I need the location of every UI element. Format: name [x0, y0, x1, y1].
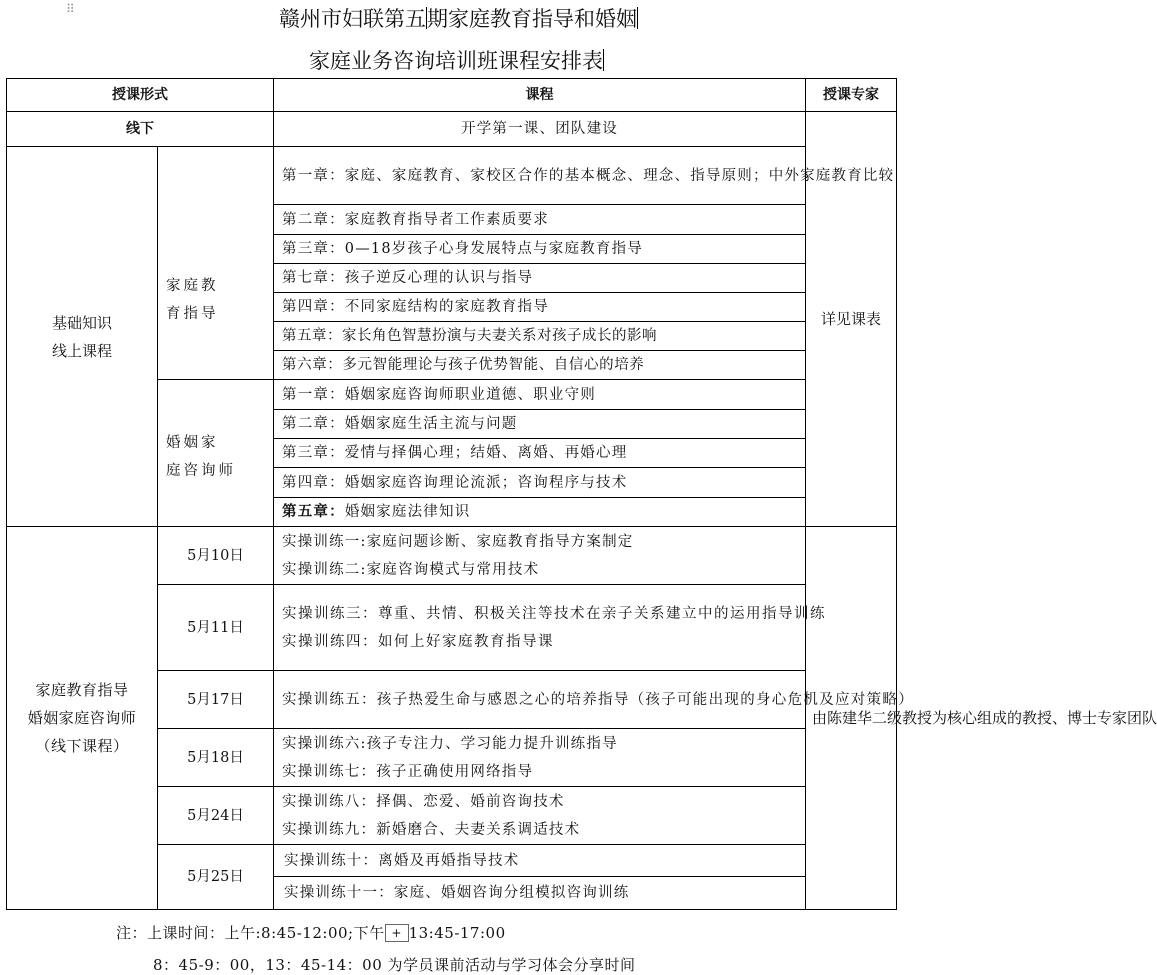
course-item: 第二章：家庭教育指导者工作素质要求	[274, 205, 806, 235]
session-date: 5月24日	[158, 787, 274, 845]
session-row	[7, 527, 897, 585]
course-item: 第二章：婚姻家庭生活主流与问题	[274, 410, 806, 439]
session-date: 5月18日	[158, 729, 274, 787]
session-date: 5月17日	[158, 671, 274, 729]
online-mode	[7, 147, 158, 527]
session-item: 实操训练三：尊重、共情、积极关注等技术在亲子关系建立中的运用指导训练	[282, 605, 826, 622]
session-item: 实操训练七：孩子正确使用网络指导	[282, 763, 534, 780]
class-time-note-afternoon: 13:45-17:00	[408, 924, 506, 942]
schedule-table	[6, 78, 1157, 910]
practical-mode-line-1: 家庭教育指导	[35, 681, 129, 699]
group-family-education	[158, 147, 274, 380]
course-label-bold: 第五章：	[282, 503, 345, 520]
offline-row	[7, 112, 897, 147]
class-time-note-text: 注：上课时间：上午:8:45-12:00;下午	[116, 924, 385, 942]
course-item: 第七章：孩子逆反心理的认识与指导	[274, 264, 806, 293]
session-item: 实操训练四：如何上好家庭教育指导课	[282, 633, 554, 650]
session-items	[274, 787, 806, 845]
group-name-line-1: 家庭教	[166, 278, 219, 294]
course-text: 婚姻家庭法律知识	[344, 504, 471, 520]
page-title-line-2	[0, 46, 903, 76]
header-row	[7, 79, 897, 112]
session-items	[274, 729, 806, 787]
drag-handle-icon[interactable]: ⠿	[66, 2, 74, 16]
page-title-line-1	[0, 4, 905, 34]
group-name-line-2: 庭咨询师	[166, 463, 236, 479]
header-mode: 授课形式	[7, 79, 274, 112]
practical-expert-text: 由陈建华二级教授为核心组成的教授、博士专家团队	[812, 709, 1157, 727]
session-items	[274, 845, 806, 910]
group-name-line-2: 育指导	[166, 306, 219, 322]
practical-mode-line-3: （线下课程）	[35, 737, 129, 755]
session-item: 实操训练六:孩子专注力、学习能力提升训练指导	[282, 735, 618, 752]
offline-course: 开学第一课、团队建设	[274, 112, 806, 147]
course-item: 第四章：婚姻家庭咨询理论流派；咨询程序与技术	[274, 468, 806, 498]
practical-expert	[806, 527, 1157, 910]
practical-mode-line-2: 婚姻家庭咨询师	[27, 709, 137, 727]
course-row	[7, 147, 897, 205]
title-line-2-text: 家庭业务咨询培训班课程安排表	[309, 49, 603, 73]
session-item: 实操训练五：孩子热爱生命与感恩之心的培养指导（孩子可能出现的身心危机及应对策略）	[282, 691, 914, 708]
group-name-line-1: 婚姻家	[166, 435, 219, 451]
session-item: 实操训练八：择偶、恋爱、婚前咨询技术	[282, 793, 565, 810]
course-item: 第一章：婚姻家庭咨询师职业道德、职业守则	[274, 380, 806, 410]
session-item: 实操训练十：离婚及再婚指导技术	[274, 846, 805, 877]
course-item	[274, 498, 806, 527]
title-part-b: 期家庭教育指导和婚姻	[427, 7, 637, 31]
sharing-time-note: 8：45-9：00，13：45-14：00 为学员课前活动与学习体会分享时间	[153, 956, 636, 974]
course-item: 第三章：0—18岁孩子心身发展特点与家庭教育指导	[274, 235, 806, 264]
session-date: 5月25日	[158, 845, 274, 910]
session-item: 实操训练一:家庭问题诊断、家庭教育指导方案制定	[282, 533, 634, 550]
session-date: 5月10日	[158, 527, 274, 585]
course-item: 第四章：不同家庭结构的家庭教育指导	[274, 293, 806, 322]
group-marriage-counselor	[158, 380, 274, 527]
add-row-plus-icon[interactable]: +	[385, 924, 409, 942]
session-items	[274, 671, 914, 729]
session-date: 5月11日	[158, 585, 274, 671]
session-item: 实操训练十一：家庭、婚姻咨询分组模拟咨询训练	[284, 884, 630, 901]
online-expert-text: 详见课表	[820, 310, 881, 328]
offline-mode: 线下	[7, 112, 274, 147]
course-item: 第六章：多元智能理论与孩子优势智能、自信心的培养	[274, 351, 806, 380]
header-course: 课程	[274, 79, 806, 112]
session-item: 实操训练二:家庭咨询模式与常用技术	[282, 561, 540, 578]
header-expert: 授课专家	[806, 79, 897, 112]
practical-mode	[7, 527, 158, 910]
online-mode-line-1: 基础知识	[51, 313, 112, 332]
session-items	[274, 585, 826, 671]
text-cursor-line-2	[603, 49, 604, 71]
title-part-a: 赣州市妇联第五	[279, 7, 426, 31]
text-cursor-end	[637, 7, 638, 29]
course-item: 第三章：爱情与择偶心理；结婚、离婚、再婚心理	[274, 439, 806, 468]
session-items	[274, 527, 806, 585]
class-time-note	[116, 922, 506, 943]
online-mode-line-2: 线上课程	[51, 341, 112, 360]
course-item: 第五章：家长角色智慧扮演与夫妻关系对孩子成长的影响	[274, 322, 806, 351]
session-item: 实操训练九：新婚磨合、夫妻关系调适技术	[282, 821, 581, 838]
course-item: 第一章：家庭、家庭教育、家校区合作的基本概念、理念、指导原则；中外家庭教育比较	[274, 147, 806, 205]
